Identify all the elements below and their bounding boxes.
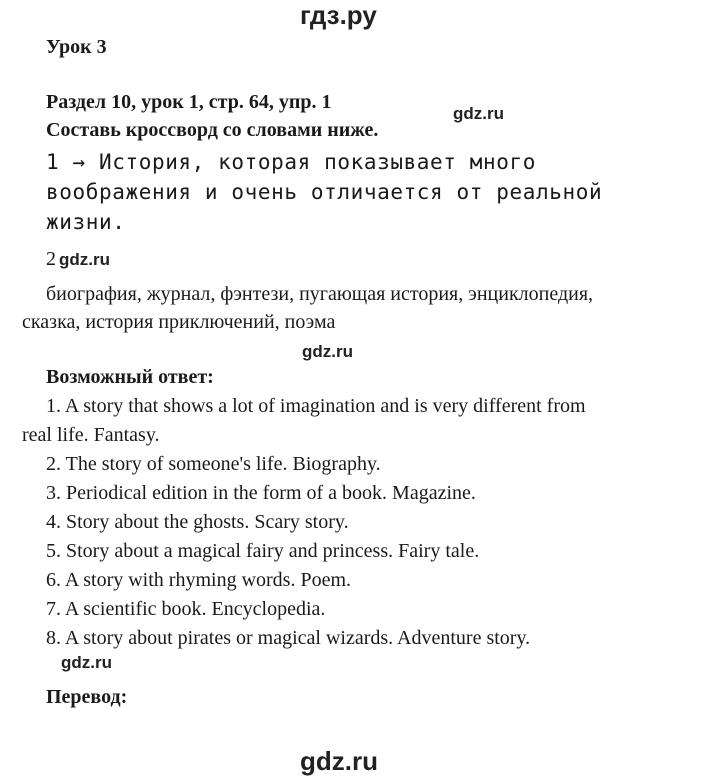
- task-text: Составь кроссворд со словами ниже.: [46, 119, 379, 141]
- clue-1-line-3: жизни.: [46, 210, 126, 234]
- watermark-2: gdz.ru: [59, 250, 110, 269]
- section-header: Раздел 10, урок 1, стр. 64, упр. 1: [46, 91, 332, 113]
- lesson-title: Урок 3: [46, 36, 107, 58]
- answer-line: real life. Fantasy.: [22, 424, 160, 446]
- watermark-top: гдз.ру: [300, 0, 377, 30]
- watermark-1: gdz.ru: [453, 104, 504, 123]
- answer-line: 5. Story about a magical fairy and princess. Fairy tale.: [46, 540, 480, 562]
- words-line-2: сказка, история приключений, поэма: [22, 311, 336, 333]
- watermark-3: gdz.ru: [302, 342, 353, 361]
- answer-line: 3. Periodical edition in the form of a book. Magazine.: [46, 482, 476, 504]
- translation-heading: Перевод:: [46, 686, 128, 708]
- clue-1-line-2: воображения и очень отличается от реальной: [46, 180, 603, 204]
- watermark-4: gdz.ru: [61, 653, 112, 672]
- answer-line: 8. A story about pirates or magical wizards. Adventure story.: [46, 627, 531, 649]
- watermark-bottom: gdz.ru: [300, 746, 378, 776]
- answer-line: 7. A scientific book. Encyclopedia.: [46, 598, 326, 620]
- answer-line: 6. A story with rhyming words. Poem.: [46, 569, 352, 591]
- answer-line: 4. Story about the ghosts. Scary story.: [46, 511, 349, 533]
- answer-heading: Возможный ответ:: [46, 366, 214, 388]
- words-line-1: биография, журнал, фэнтези, пугающая история, энциклопедия,: [46, 283, 594, 305]
- clue-1-line-1: 1 → История, которая показывает много: [46, 150, 536, 174]
- answer-line: 1. A story that shows a lot of imagination and is very different from: [46, 395, 586, 417]
- clue-2-number: 2: [46, 248, 56, 270]
- answer-line: 2. The story of someone's life. Biography.: [46, 453, 381, 475]
